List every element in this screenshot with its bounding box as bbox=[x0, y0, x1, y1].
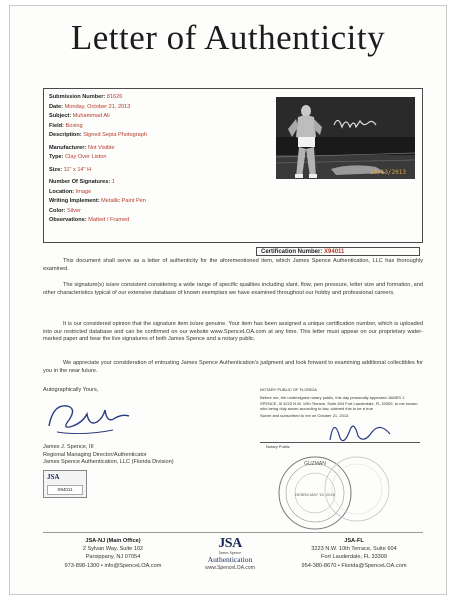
footer-right-line-3: 954-380-8670 • Florida@SpenceLOA.com bbox=[301, 562, 407, 569]
footer-logo bbox=[190, 532, 270, 582]
footer-left-line-2: Parsippany, NJ 07054 bbox=[85, 554, 141, 561]
field-description: Description: Signed Sepia Photograph bbox=[49, 132, 147, 138]
field-number-of-signatures: Number Of Signatures: 1 bbox=[49, 179, 115, 185]
item-photo bbox=[276, 97, 415, 179]
footer-left-line-3: 973-898-1300 • info@SpenceLOA.com bbox=[64, 562, 162, 569]
paragraph-1: This document shall serve as a letter of authenticity for the aforementioned item, which James Spence Authentication, LLC has thoroughly examined. bbox=[43, 258, 423, 272]
footer-right-head: JSA-FL bbox=[344, 538, 364, 544]
field-type: Type: Clay Over Liston bbox=[49, 154, 107, 160]
seal-date-text: DEBRA MAY 15, 2016 bbox=[295, 492, 335, 497]
page-title: Letter of Authenticity bbox=[70, 18, 386, 57]
letter-page bbox=[9, 5, 447, 595]
field-color: Color: Silver bbox=[49, 207, 82, 214]
hologram-sticker bbox=[43, 470, 87, 498]
notary-sworn: Sworn and subscribed to me on October 21, 2013. bbox=[260, 413, 350, 418]
paragraph-2: The signature(s) is/are consistent considering a wide range of specific qualities including slant, flow, pen pressure, letter size and formation, and other characteristics typical of our extensive database of known exemplars we have examined throughout our hobby and professional careers. bbox=[43, 282, 423, 296]
closing-text: Autographically Yours, bbox=[43, 387, 99, 393]
signer-block bbox=[43, 444, 174, 467]
spence-signature bbox=[43, 396, 133, 442]
notary-public-label: Notary Public bbox=[266, 444, 290, 449]
field-submission-number: Submission Number: 81626 bbox=[49, 94, 123, 100]
footer-right-line-1: 3223 N.W. 10th Terrace, Suite 604 bbox=[311, 546, 397, 553]
notary-signature-line bbox=[260, 442, 420, 443]
jsa-logo: JSA bbox=[218, 536, 242, 551]
field-writing-implement: Writing Implement: Metallic Paint Pen bbox=[49, 198, 146, 204]
details-fields bbox=[49, 93, 264, 226]
boxer-photo-image bbox=[276, 97, 415, 179]
signer-name: James J. Spence, III bbox=[43, 444, 94, 450]
certification-number: Certification Number: X94011 bbox=[256, 247, 420, 256]
footer-right bbox=[284, 537, 424, 570]
footer-left-line-1: 2 Sylvan Way, Suite 102 bbox=[82, 546, 144, 553]
notary-header: NOTARY PUBLIC OF FLORIDA bbox=[260, 387, 317, 392]
field-size: Size: 11" x 14" H bbox=[49, 166, 92, 173]
footer-right-line-2: Fort Lauderdale, FL 33309 bbox=[320, 554, 388, 561]
signer-title: Regional Managing Director/Authenticator bbox=[43, 451, 147, 458]
notary-seal bbox=[265, 451, 395, 531]
footer-left-head: JSA-NJ (Main Office) bbox=[85, 538, 141, 544]
field-observations: Observations: Matted / Framed bbox=[49, 217, 130, 223]
field-manufacturer: Manufacturer: Not Visible bbox=[49, 144, 115, 151]
notary-body: Before me, the undersigned notary public, this day personally appeared JAMES J. SPENCE, III 3223 N.W. 10th Terrace, Suite 604 Fort Lauderdale, FL 33309, to me known who being duly sworn according to law, claimed this to be a true bbox=[260, 395, 418, 412]
logo-james-spence: James Spence bbox=[218, 550, 242, 555]
paragraph-4: We appreciate your consideration of entrusting James Spence Authentication's judgment and look forward to examining additional collectibles for you in the near future. bbox=[43, 360, 423, 374]
seal-top-text: GUZMAN bbox=[304, 461, 326, 467]
photo-date-stamp: 10/13/2013 bbox=[369, 169, 406, 176]
footer-left bbox=[43, 537, 183, 570]
logo-website: www.SpenceLOA.com bbox=[205, 564, 255, 571]
field-field: Field: Boxing bbox=[49, 122, 83, 129]
field-subject: Subject: Muhammad Ali bbox=[49, 113, 110, 119]
item-details-box bbox=[43, 88, 423, 243]
field-location: Location: Image bbox=[49, 188, 92, 195]
field-date: Date: Monday, October 21, 2013 bbox=[49, 103, 131, 110]
logo-authentication: Authentication bbox=[207, 554, 253, 564]
hologram-code: X94011 bbox=[47, 485, 83, 495]
paragraph-3: It is our considered opinion that the signature item is/are genuine. Your item has been assigned a unique certification number, which is uploaded into our restricted database and can be confirmed on our website www.SpenceLOA.com at any time. This letter must appear on our proprietary water-marked paper and bear the live signatures of both James Spence and a notary public. bbox=[43, 321, 423, 343]
signer-company: James Spence Authentication, LLC (Florida Division) bbox=[43, 459, 174, 465]
hologram-logo: JSA bbox=[47, 473, 60, 481]
